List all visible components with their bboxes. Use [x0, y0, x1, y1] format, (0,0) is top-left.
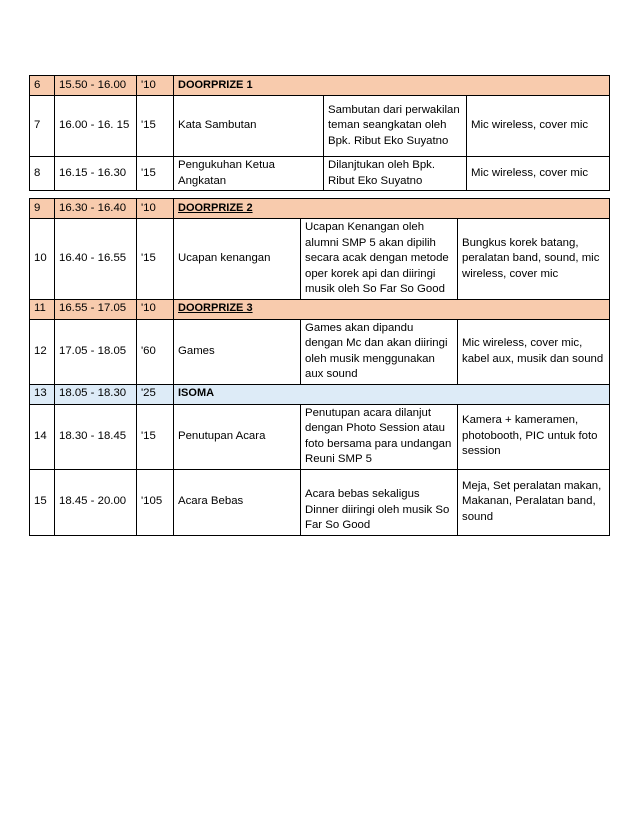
schedule-table-1 [29, 75, 610, 191]
duration-cell: '25 [137, 384, 174, 404]
time-cell: 16.30 - 16.40 [55, 199, 137, 219]
activity-cell: Kata Sambutan [174, 96, 324, 157]
description-cell: Ucapan Kenangan oleh alumni SMP 5 akan dipilih secara acak dengan metode oper korek api dan diiringi musik oleh So Far So Good [301, 219, 458, 300]
table-row [30, 404, 610, 469]
activity-cell: Acara Bebas [174, 469, 301, 535]
equipment-cell: Bungkus korek batang, peralatan band, sound, mic wireless, cover mic [458, 219, 610, 300]
duration-cell: '60 [137, 319, 174, 384]
activity-cell: Games [174, 319, 301, 384]
time-cell: 18.45 - 20.00 [55, 469, 137, 535]
table-row [30, 76, 610, 96]
time-cell: 16.55 - 17.05 [55, 299, 137, 319]
table-row [30, 199, 610, 219]
row-number: 7 [30, 96, 55, 157]
row-number: 6 [30, 76, 55, 96]
time-cell: 18.30 - 18.45 [55, 404, 137, 469]
table-row [30, 219, 610, 300]
activity-cell: Ucapan kenangan [174, 219, 301, 300]
table-row [30, 384, 610, 404]
time-cell: 15.50 - 16.00 [55, 76, 137, 96]
duration-cell: '10 [137, 199, 174, 219]
duration-cell: '15 [137, 96, 174, 157]
table-row [30, 299, 610, 319]
table-row [30, 157, 610, 191]
duration-cell: '15 [137, 157, 174, 191]
activity-cell: Pengukuhan Ketua Angkatan [174, 157, 324, 191]
equipment-cell: Mic wireless, cover mic [467, 96, 610, 157]
isoma-label: ISOMA [174, 384, 610, 404]
description-cell: Penutupan acara dilanjut dengan Photo Session atau foto bersama para undangan Reuni SMP 5 [301, 404, 458, 469]
schedule-table-2 [29, 198, 610, 536]
duration-cell: '15 [137, 219, 174, 300]
description-cell: Acara bebas sekaligus Dinner diiringi oleh musik So Far So Good [301, 469, 458, 535]
row-number: 11 [30, 299, 55, 319]
doorprize-label: DOORPRIZE 1 [174, 76, 610, 96]
doorprize-label: DOORPRIZE 3 [174, 299, 610, 319]
duration-cell: '15 [137, 404, 174, 469]
row-number: 8 [30, 157, 55, 191]
doorprize-label: DOORPRIZE 2 [174, 199, 610, 219]
time-cell: 18.05 - 18.30 [55, 384, 137, 404]
description-cell: Games akan dipandu dengan Mc dan akan diiringi oleh musik menggunakan aux sound [301, 319, 458, 384]
duration-cell: '105 [137, 469, 174, 535]
row-number: 13 [30, 384, 55, 404]
description-cell: Dilanjtukan oleh Bpk. Ribut Eko Suyatno [324, 157, 467, 191]
activity-cell: Penutupan Acara [174, 404, 301, 469]
time-cell: 16.00 - 16. 15 [55, 96, 137, 157]
time-cell: 17.05 - 18.05 [55, 319, 137, 384]
equipment-cell: Mic wireless, cover mic, kabel aux, musik dan sound [458, 319, 610, 384]
row-number: 15 [30, 469, 55, 535]
time-cell: 16.15 - 16.30 [55, 157, 137, 191]
table-row [30, 469, 610, 535]
duration-cell: '10 [137, 76, 174, 96]
equipment-cell: Mic wireless, cover mic [467, 157, 610, 191]
row-number: 10 [30, 219, 55, 300]
table-row [30, 96, 610, 157]
equipment-cell: Meja, Set peralatan makan, Makanan, Peralatan band, sound [458, 469, 610, 535]
time-cell: 16.40 - 16.55 [55, 219, 137, 300]
row-number: 12 [30, 319, 55, 384]
row-number: 9 [30, 199, 55, 219]
duration-cell: '10 [137, 299, 174, 319]
description-cell: Sambutan dari perwakilan teman seangkatan oleh Bpk. Ribut Eko Suyatno [324, 96, 467, 157]
equipment-cell: Kamera + kameramen, photobooth, PIC untuk foto session [458, 404, 610, 469]
row-number: 14 [30, 404, 55, 469]
table-row [30, 319, 610, 384]
